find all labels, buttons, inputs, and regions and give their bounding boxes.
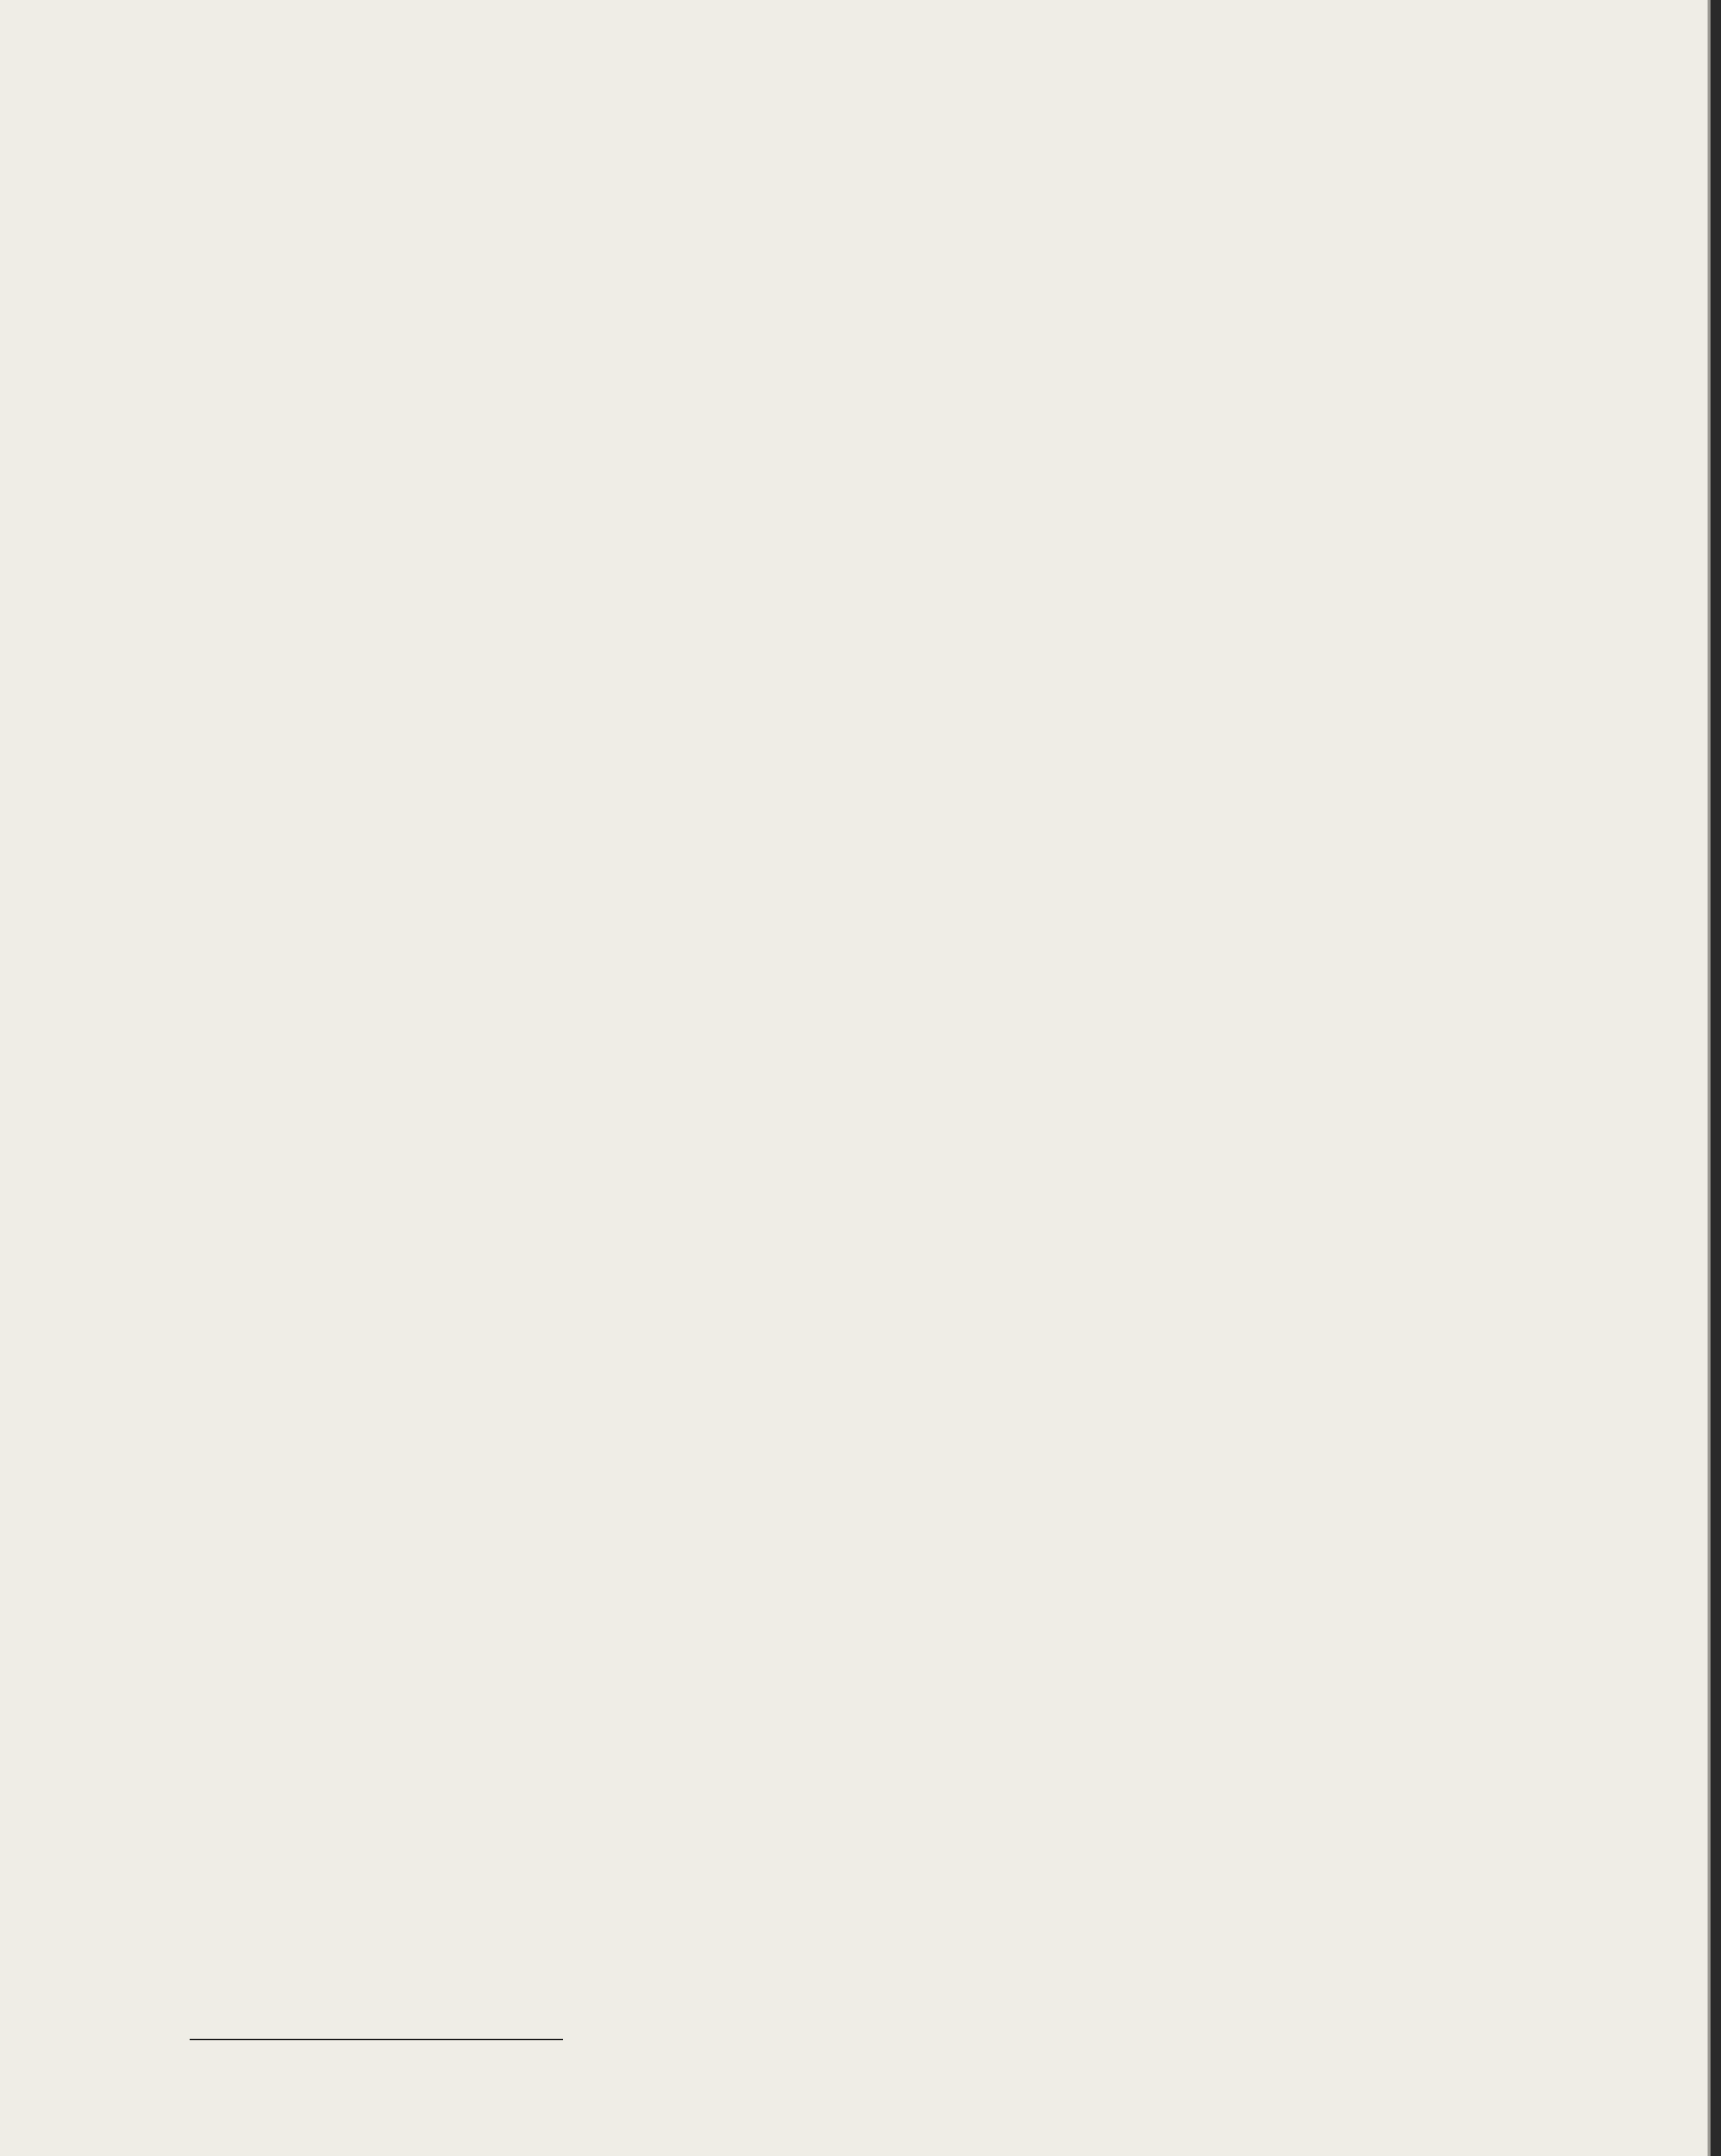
footnote-rule (190, 2039, 563, 2040)
footnote (190, 2046, 1578, 2084)
